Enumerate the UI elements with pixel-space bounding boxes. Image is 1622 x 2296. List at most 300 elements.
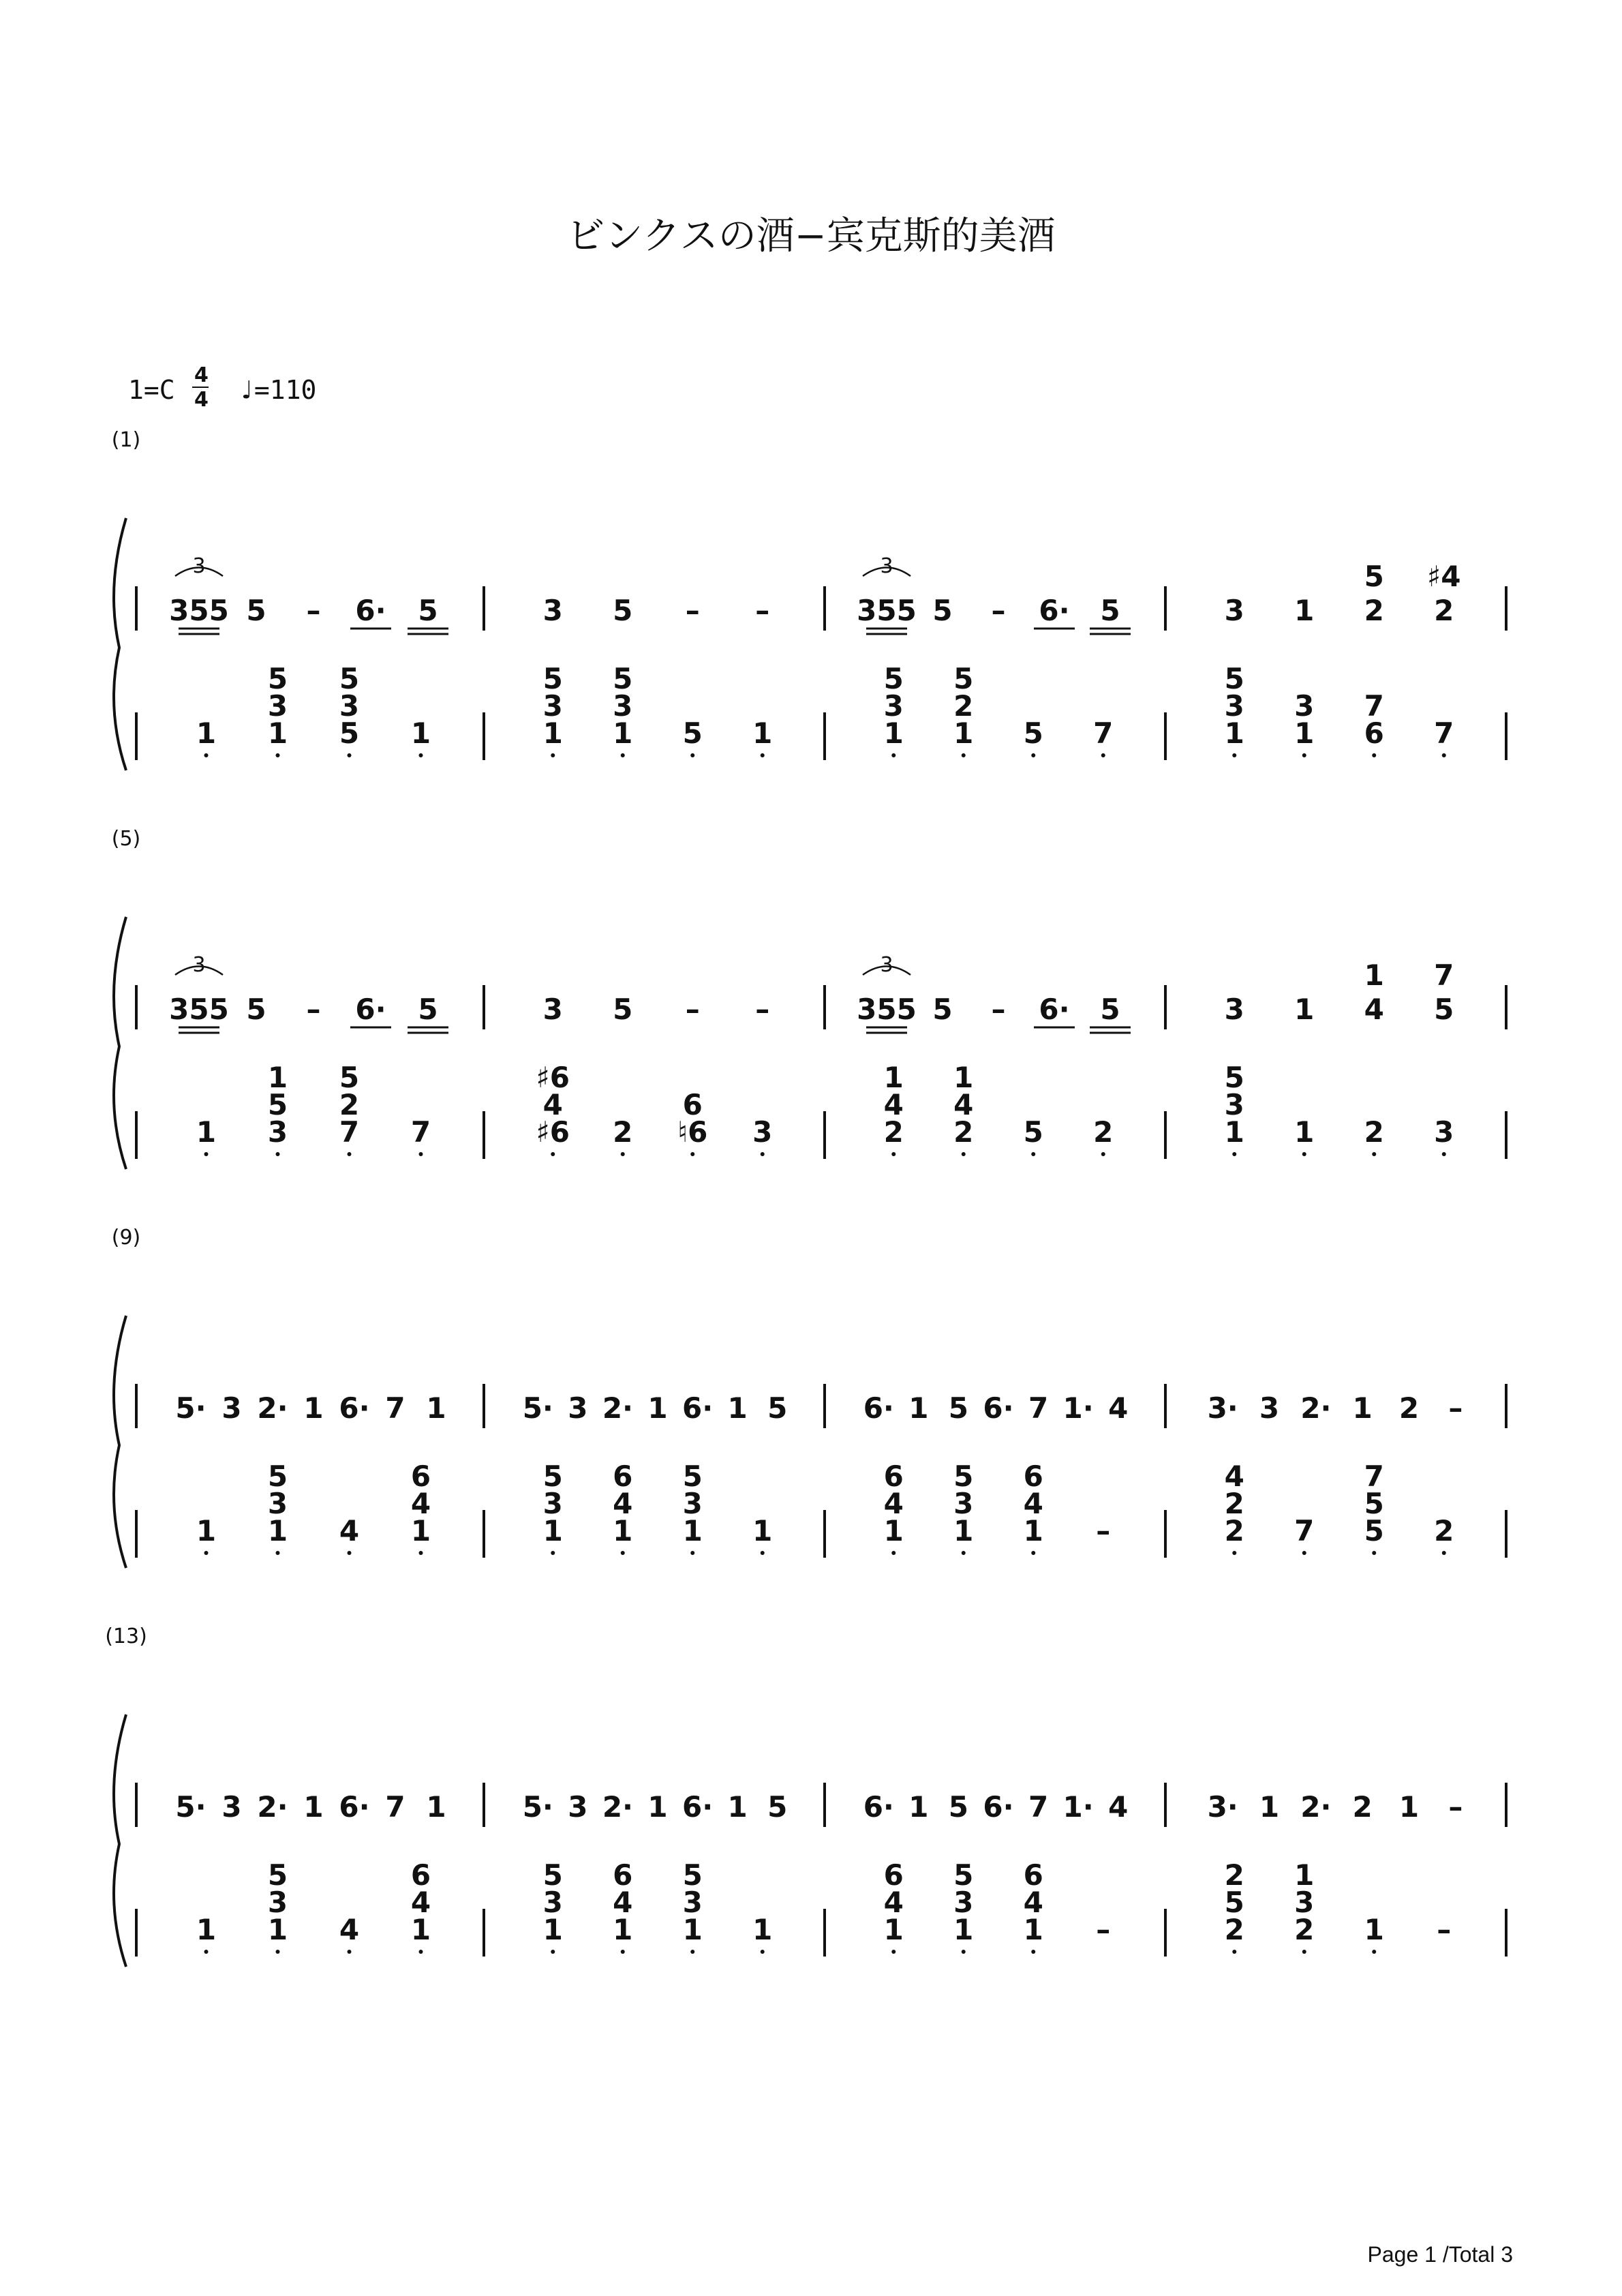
- melody-note: 5: [767, 1391, 788, 1425]
- bass-chord-note: 3: [542, 689, 563, 723]
- bass-note: 1: [196, 716, 217, 750]
- low-octave-dot: [621, 753, 625, 757]
- melody-note: 1: [727, 1790, 748, 1824]
- bass-note: 1: [196, 1913, 217, 1946]
- melody-note: 5: [1434, 993, 1454, 1026]
- bass-chord-note: 2: [1224, 1487, 1244, 1520]
- melody-note: 355: [857, 594, 917, 627]
- bass-chord-note: 5: [883, 662, 904, 695]
- bass-chord-note: 6: [1023, 1460, 1043, 1493]
- system-brace: [114, 1715, 126, 1967]
- melody-note: 3: [1259, 1391, 1280, 1425]
- bass-chord-note: 3: [953, 1487, 974, 1520]
- melody-note: 1: [426, 1391, 446, 1425]
- melody-note: 1: [908, 1790, 929, 1824]
- melody-note: 1: [647, 1391, 668, 1425]
- bass-chord-note: 5: [542, 1460, 563, 1493]
- melody-note: 5: [246, 993, 266, 1026]
- low-octave-dot: [1302, 1152, 1306, 1156]
- time-signature-top: 4: [194, 363, 209, 387]
- bass-note: 2: [1224, 1913, 1244, 1946]
- low-octave-dot: [1031, 753, 1035, 757]
- bass-note: 1: [752, 1514, 773, 1547]
- low-octave-dot: [551, 1551, 555, 1555]
- low-octave-dot: [419, 1950, 423, 1954]
- bass-note: 4: [339, 1913, 360, 1946]
- melody-chord-note: 1: [1364, 958, 1384, 992]
- bass-chord-note: 5: [542, 662, 563, 695]
- low-octave-dot: [204, 753, 209, 757]
- bass-note: 2: [1224, 1514, 1244, 1547]
- low-octave-dot: [1031, 1152, 1035, 1156]
- bass-note: 1: [196, 1115, 217, 1149]
- bass-chord-note: 4: [1023, 1487, 1043, 1520]
- melody-note: –: [685, 594, 700, 627]
- time-signature-bottom: 4: [194, 388, 209, 412]
- bass-chord-note: 5: [953, 662, 974, 695]
- melody-note: 1: [647, 1790, 668, 1824]
- bass-note: 1: [682, 1913, 703, 1946]
- melody-note: 5: [1100, 594, 1120, 627]
- low-octave-dot: [276, 1950, 280, 1954]
- bass-note: 2: [1364, 1115, 1384, 1149]
- bass-note: 3: [752, 1115, 773, 1149]
- low-octave-dot: [761, 753, 765, 757]
- low-octave-dot: [551, 1950, 555, 1954]
- melody-note: 6·: [983, 1391, 1014, 1425]
- low-octave-dot: [1372, 753, 1376, 757]
- low-octave-dot: [690, 1551, 694, 1555]
- bass-note: 1: [1294, 716, 1315, 750]
- melody-note: –: [306, 594, 321, 627]
- melody-note: 5: [932, 993, 953, 1026]
- bass-chord-note: 6: [410, 1460, 431, 1493]
- melody-note: 1·: [1062, 1391, 1094, 1425]
- melody-note: 7: [385, 1790, 406, 1824]
- bass-chord-note: 5: [682, 1460, 703, 1493]
- melody-note: 6·: [1039, 594, 1070, 627]
- bass-note: 1: [1224, 716, 1244, 750]
- melody-note: 3: [568, 1391, 588, 1425]
- bass-note: 5: [1023, 1115, 1043, 1149]
- low-octave-dot: [1372, 1551, 1376, 1555]
- bass-chord-note: 5: [953, 1460, 974, 1493]
- bass-chord-note: 3: [339, 689, 360, 723]
- bass-note: 7: [1294, 1514, 1315, 1547]
- low-octave-dot: [348, 1152, 352, 1156]
- melody-note: 7: [385, 1391, 406, 1425]
- bass-chord-note: 1: [883, 1061, 904, 1094]
- low-octave-dot: [1372, 1950, 1376, 1954]
- bass-chord-note: 4: [410, 1886, 431, 1919]
- melody-note: 2·: [257, 1790, 288, 1824]
- bass-chord-note: 6: [410, 1858, 431, 1892]
- low-octave-dot: [1101, 753, 1105, 757]
- bass-note: 1: [613, 716, 633, 750]
- melody-note: 355: [169, 993, 229, 1026]
- bass-chord-note: 6: [613, 1858, 633, 1892]
- melody-note: –: [755, 594, 770, 627]
- melody-note: 6·: [355, 993, 386, 1026]
- low-octave-dot: [419, 1551, 423, 1555]
- melody-note: 1: [1294, 993, 1315, 1026]
- melody-note: –: [685, 993, 700, 1026]
- melody-note: 4: [1108, 1391, 1129, 1425]
- bass-chord-note: 3: [542, 1487, 563, 1520]
- tuplet-label: 3: [880, 554, 893, 578]
- melody-note: 3: [542, 594, 563, 627]
- bass-note: 2: [613, 1115, 633, 1149]
- bass-note: 1: [267, 1514, 288, 1547]
- bass-note: 5: [339, 716, 360, 750]
- bass-chord-note: 4: [883, 1487, 904, 1520]
- low-octave-dot: [621, 1950, 625, 1954]
- melody-note: 3: [568, 1790, 588, 1824]
- melody-note: 3: [542, 993, 563, 1026]
- bass-chord-note: 5: [1224, 662, 1244, 695]
- bass-chord-note: 5: [267, 1858, 288, 1892]
- bass-note: 1: [883, 716, 904, 750]
- tuplet-label: 3: [192, 554, 206, 578]
- melody-note: 2: [1364, 594, 1384, 627]
- melody-note: –: [1448, 1790, 1463, 1824]
- melody-note: 1: [727, 1391, 748, 1425]
- measure-number: (1): [111, 428, 141, 452]
- melody-note: –: [755, 993, 770, 1026]
- bass-chord-note: 5: [613, 662, 633, 695]
- melody-note: –: [1448, 1391, 1463, 1425]
- low-octave-dot: [891, 1152, 896, 1156]
- melody-note: 6·: [682, 1391, 714, 1425]
- melody-note: 2·: [257, 1391, 288, 1425]
- bass-chord-note: 3: [542, 1886, 563, 1919]
- bass-note: 1: [953, 1913, 974, 1946]
- low-octave-dot: [1372, 1152, 1376, 1156]
- bass-chord-note: 3: [682, 1487, 703, 1520]
- low-octave-dot: [276, 1551, 280, 1555]
- low-octave-dot: [621, 1152, 625, 1156]
- bass-chord-note: 1: [1294, 1858, 1315, 1892]
- bass-chord-note: 2: [1224, 1858, 1244, 1892]
- bass-chord-note: 6: [1023, 1858, 1043, 1892]
- melody-note: –: [306, 993, 321, 1026]
- melody-note: 7: [1028, 1391, 1049, 1425]
- bass-note: 5: [682, 716, 703, 750]
- measure-number: (13): [105, 1625, 147, 1648]
- melody-note: 2: [1398, 1391, 1420, 1425]
- low-octave-dot: [204, 1551, 209, 1555]
- melody-note: 6·: [863, 1790, 894, 1824]
- melody-note: 2·: [602, 1391, 634, 1425]
- low-octave-dot: [690, 1950, 694, 1954]
- tuplet-label: 3: [880, 953, 893, 977]
- bass-chord-note: 4: [883, 1088, 904, 1121]
- low-octave-dot: [761, 1950, 765, 1954]
- melody-note: 1: [303, 1391, 324, 1425]
- bass-note: 1: [542, 1913, 563, 1946]
- melody-note: 5: [948, 1391, 969, 1425]
- bass-note: 2: [883, 1115, 904, 1149]
- bass-chord-note: 3: [1224, 1088, 1244, 1121]
- melody-note: 1: [1398, 1790, 1420, 1824]
- melody-note: 5: [948, 1790, 969, 1824]
- melody-note: 1: [303, 1790, 324, 1824]
- score-header: [128, 363, 316, 412]
- page-footer: Page 1 /Total 3: [1367, 2242, 1513, 2267]
- bass-note: 1: [1294, 1115, 1315, 1149]
- low-octave-dot: [761, 1551, 765, 1555]
- melody-note: 2·: [1300, 1790, 1332, 1824]
- bass-chord-note: 2: [339, 1088, 360, 1121]
- melody-note: 1: [1259, 1790, 1280, 1824]
- low-octave-dot: [1442, 1152, 1446, 1156]
- low-octave-dot: [891, 753, 896, 757]
- bass-chord-note: 5: [682, 1858, 703, 1892]
- melody-note: 6·: [355, 594, 386, 627]
- bass-chord-note: 3: [1294, 1886, 1315, 1919]
- low-octave-dot: [1302, 1551, 1306, 1555]
- bass-note: 1: [1023, 1913, 1043, 1946]
- melody-note: 5: [1100, 993, 1120, 1026]
- bass-chord-note: 3: [953, 1886, 974, 1919]
- bass-chord-note: 6: [883, 1460, 904, 1493]
- bass-chord-note: 5: [339, 662, 360, 695]
- bass-note: 1: [267, 1913, 288, 1946]
- bass-note: 1: [953, 716, 974, 750]
- bass-chord-note: 5: [542, 1858, 563, 1892]
- tempo-marking: ♩=110: [239, 375, 317, 405]
- low-octave-dot: [551, 753, 555, 757]
- bass-note: 5: [1364, 1514, 1384, 1547]
- bass-chord-note: 5: [267, 1088, 288, 1121]
- bass-note: 1: [883, 1514, 904, 1547]
- bass-chord-note: 5: [339, 1061, 360, 1094]
- low-octave-dot: [276, 1152, 280, 1156]
- bass-note: 1: [1224, 1115, 1244, 1149]
- bass-chord-note: 3: [613, 689, 633, 723]
- bass-chord-note: 1: [267, 1061, 288, 1094]
- low-octave-dot: [419, 1152, 423, 1156]
- bass-chord-note: 5: [267, 1460, 288, 1493]
- bass-chord-note: 3: [1224, 689, 1244, 723]
- melody-note: –: [991, 993, 1006, 1026]
- bass-note: 1: [682, 1514, 703, 1547]
- melody-note: 7: [1028, 1790, 1049, 1824]
- bass-note: 4: [339, 1514, 360, 1547]
- low-octave-dot: [1101, 1152, 1105, 1156]
- low-octave-dot: [891, 1950, 896, 1954]
- bass-note: 1: [953, 1514, 974, 1547]
- score-system: [112, 428, 1506, 770]
- bass-note: 1: [410, 1913, 431, 1946]
- score-system: [105, 1625, 1506, 1967]
- low-octave-dot: [1031, 1551, 1035, 1555]
- melody-note: 5: [418, 594, 438, 627]
- bass-note: ♯6: [536, 1115, 570, 1149]
- bass-note: 5: [1023, 716, 1043, 750]
- bass-note: 7: [410, 1115, 431, 1149]
- melody-note: 3: [1224, 594, 1244, 627]
- low-octave-dot: [1442, 753, 1446, 757]
- melody-note: 4: [1108, 1790, 1129, 1824]
- bass-note: 2: [1093, 1115, 1114, 1149]
- bass-chord-note: 4: [613, 1487, 633, 1520]
- bass-note: 1: [196, 1514, 217, 1547]
- low-octave-dot: [348, 1950, 352, 1954]
- low-octave-dot: [891, 1551, 896, 1555]
- bass-chord-note: 4: [410, 1487, 431, 1520]
- melody-note: 3: [221, 1391, 242, 1425]
- low-octave-dot: [621, 1551, 625, 1555]
- key-signature: 1=C: [128, 375, 175, 405]
- bass-chord-note: 7: [1364, 689, 1384, 723]
- bass-note: 1: [1023, 1514, 1043, 1547]
- melody-note: 5·: [175, 1391, 206, 1425]
- melody-note: 355: [857, 993, 917, 1026]
- bass-note: –: [1437, 1913, 1452, 1946]
- melody-note: 5: [246, 594, 266, 627]
- bass-note: 7: [1093, 716, 1114, 750]
- measure-number: (5): [111, 827, 141, 851]
- bass-chord-note: 4: [953, 1088, 974, 1121]
- low-octave-dot: [348, 753, 352, 757]
- bass-note: 1: [1364, 1913, 1384, 1946]
- melody-chord-note: ♯4: [1426, 560, 1461, 593]
- melody-note: 1: [426, 1790, 446, 1824]
- low-octave-dot: [962, 753, 966, 757]
- melody-note: 5: [613, 993, 633, 1026]
- bass-chord-note: 5: [1364, 1487, 1384, 1520]
- bass-chord-note: 4: [613, 1886, 633, 1919]
- bass-note: 1: [883, 1913, 904, 1946]
- melody-note: 5: [418, 993, 438, 1026]
- melody-note: 1: [908, 1391, 929, 1425]
- score-systems: [105, 428, 1506, 1967]
- low-octave-dot: [690, 1152, 694, 1156]
- low-octave-dot: [204, 1152, 209, 1156]
- bass-note: 2: [953, 1115, 974, 1149]
- system-brace: [114, 917, 126, 1169]
- bass-note: –: [1096, 1913, 1111, 1946]
- bass-note: 2: [1434, 1514, 1454, 1547]
- melody-note: 2·: [602, 1790, 634, 1824]
- low-octave-dot: [419, 753, 423, 757]
- low-octave-dot: [204, 1950, 209, 1954]
- melody-note: 5: [932, 594, 953, 627]
- bass-chord-note: 5: [1224, 1061, 1244, 1094]
- melody-note: 5: [767, 1790, 788, 1824]
- bass-chord-note: 4: [1224, 1460, 1244, 1493]
- melody-note: 1·: [1062, 1790, 1094, 1824]
- measure-number: (9): [111, 1226, 141, 1250]
- melody-chord-note: 7: [1434, 958, 1454, 992]
- melody-note: 355: [169, 594, 229, 627]
- melody-note: 3: [221, 1790, 242, 1824]
- bass-chord-note: 4: [883, 1886, 904, 1919]
- bass-note: 1: [613, 1514, 633, 1547]
- melody-note: 6·: [1039, 993, 1070, 1026]
- melody-note: 2: [1434, 594, 1454, 627]
- bass-note: 2: [1294, 1913, 1315, 1946]
- bass-chord-note: 3: [1294, 689, 1315, 723]
- bass-chord-note: 3: [267, 689, 288, 723]
- melody-note: 3·: [1207, 1790, 1238, 1824]
- melody-chord-note: 5: [1364, 560, 1384, 593]
- melody-note: 5·: [175, 1790, 206, 1824]
- bass-note: 1: [613, 1913, 633, 1946]
- melody-note: –: [991, 594, 1006, 627]
- bass-note: 7: [1434, 716, 1454, 750]
- melody-note: 2: [1352, 1790, 1373, 1824]
- bass-chord-note: 6: [613, 1460, 633, 1493]
- melody-note: 6·: [863, 1391, 894, 1425]
- low-octave-dot: [348, 1551, 352, 1555]
- bass-chord-note: 6: [883, 1858, 904, 1892]
- bass-chord-note: 3: [883, 689, 904, 723]
- bass-note: 3: [267, 1115, 288, 1149]
- low-octave-dot: [1031, 1950, 1035, 1954]
- melody-note: 2·: [1300, 1391, 1332, 1425]
- bass-chord-note: 5: [953, 1858, 974, 1892]
- melody-note: 4: [1364, 993, 1384, 1026]
- score-system: [112, 827, 1506, 1169]
- bass-chord-note: 6: [682, 1088, 703, 1121]
- bass-note: 1: [542, 1514, 563, 1547]
- low-octave-dot: [1232, 753, 1236, 757]
- low-octave-dot: [962, 1152, 966, 1156]
- bass-chord-note: 5: [1224, 1886, 1244, 1919]
- low-octave-dot: [1232, 1551, 1236, 1555]
- low-octave-dot: [761, 1152, 765, 1156]
- low-octave-dot: [962, 1551, 966, 1555]
- low-octave-dot: [1302, 753, 1306, 757]
- melody-note: 1: [1352, 1391, 1373, 1425]
- low-octave-dot: [1232, 1950, 1236, 1954]
- tuplet-label: 3: [192, 953, 206, 977]
- system-brace: [114, 1316, 126, 1568]
- bass-note: 6: [1364, 716, 1384, 750]
- bass-note: 1: [267, 716, 288, 750]
- bass-chord-note: 3: [267, 1886, 288, 1919]
- melody-note: 3·: [1207, 1391, 1238, 1425]
- melody-note: 6·: [339, 1790, 370, 1824]
- bass-note: 1: [752, 716, 773, 750]
- low-octave-dot: [1232, 1152, 1236, 1156]
- melody-note: 6·: [983, 1790, 1014, 1824]
- melody-note: 1: [1294, 594, 1315, 627]
- melody-note: 6·: [682, 1790, 714, 1824]
- bass-chord-note: 4: [542, 1088, 563, 1121]
- melody-note: 5: [613, 594, 633, 627]
- melody-note: 6·: [339, 1391, 370, 1425]
- bass-chord-note: 4: [1023, 1886, 1043, 1919]
- bass-note: 1: [410, 1514, 431, 1547]
- bass-chord-note: ♯6: [536, 1061, 570, 1094]
- system-brace: [114, 518, 126, 770]
- bass-note: –: [1096, 1514, 1111, 1547]
- low-octave-dot: [690, 753, 694, 757]
- low-octave-dot: [962, 1950, 966, 1954]
- low-octave-dot: [276, 753, 280, 757]
- bass-chord-note: 2: [953, 689, 974, 723]
- bass-chord-note: 3: [267, 1487, 288, 1520]
- bass-note: ♮6: [677, 1115, 708, 1149]
- melody-note: 5·: [522, 1790, 553, 1824]
- melody-note: 5·: [522, 1391, 553, 1425]
- bass-note: 1: [752, 1913, 773, 1946]
- bass-note: 1: [410, 716, 431, 750]
- low-octave-dot: [1302, 1950, 1306, 1954]
